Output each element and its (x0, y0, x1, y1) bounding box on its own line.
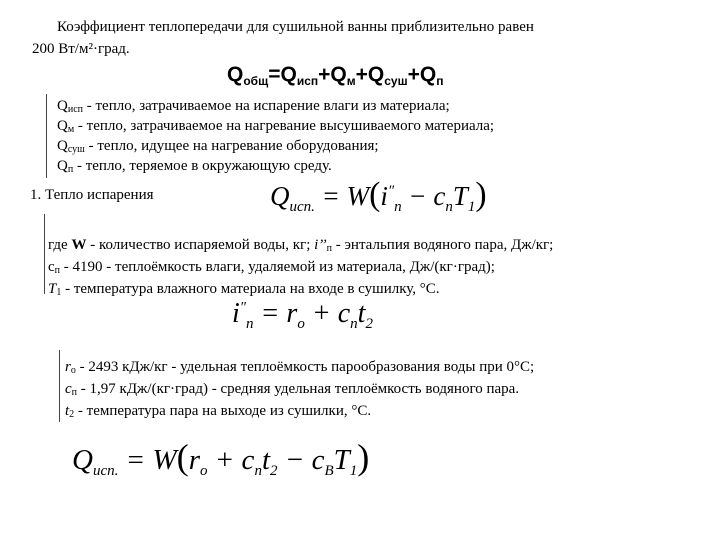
formula-steam-enthalpy: $i''_п = r_о + c_пt_2$ (232, 298, 373, 332)
eq-term: +Q (407, 63, 437, 86)
definition-item: $Q_п$ - тепло, теряемое в окружающую среду. (57, 158, 332, 175)
eq-sub: п (436, 74, 444, 88)
legend-line: $t_2$ - температура пара на выходе из сушилки, °С. (65, 403, 372, 420)
intro-line-2: 200 Вт/м²·град. (32, 41, 130, 57)
eq-sub: м (346, 74, 356, 88)
legend-line: $c_п - 1,97$ кДж/(кг·град) - средняя удельная теплоёмкость водяного пара. (65, 381, 520, 398)
formula-evaporation-heat-expanded: $Q_{исп.} = W(r_о + c_пt_2 - c_ВT_1)$ (72, 437, 370, 479)
eq-term: +Q (318, 63, 347, 86)
left-border-line (46, 94, 47, 178)
definitions-list (57, 96, 494, 176)
eq-sub: суш (384, 74, 408, 88)
left-border-line (59, 350, 60, 422)
definition-item: $Q_м$ - тепло, затрачиваемое на нагревание высушиваемого материала; (57, 118, 495, 135)
definition-item: $Q_{исп}$ - тепло, затрачиваемое на испарение влаги из материала; (57, 98, 450, 115)
legend-line: где W - количество испаряемой воды, кг; $i’’_п$ - энтальпия водяного пара, Дж/кг; (48, 237, 554, 254)
formula1-legend (48, 234, 553, 300)
eq-term: +Q (355, 63, 385, 86)
formula-evaporation-heat: $Q_{исп.} = W(i''_п - c_пT_1)$ (270, 176, 487, 215)
eq-term: =Q (268, 63, 297, 86)
legend-line: $r_о - 2493$ кДж/кг - удельная теплоёмкость парообразования воды при 0°С; (65, 359, 535, 376)
main-heat-balance-equation (227, 63, 443, 88)
formula2-legend (65, 356, 534, 422)
intro-line-1: Коэффициент теплопередачи для сушильной ванны приблизительно равен (57, 19, 534, 35)
section-title-evaporation-heat: 1. Тепло испарения (30, 187, 154, 203)
legend-line: $c_п - 4190$ - теплоёмкость влаги, удаляемой из материала, Дж/(кг·град); (48, 259, 495, 276)
eq-sub: исп (296, 74, 319, 88)
left-border-line (44, 214, 45, 294)
eq-term: Q (227, 63, 244, 86)
legend-line: $T_1$ - температура влажного материала на входе в сушилку, °С. (48, 281, 440, 298)
definition-item: $Q_{суш}$ - тепло, идущее на нагревание оборудования; (57, 138, 379, 155)
eq-sub: общ (243, 74, 269, 88)
